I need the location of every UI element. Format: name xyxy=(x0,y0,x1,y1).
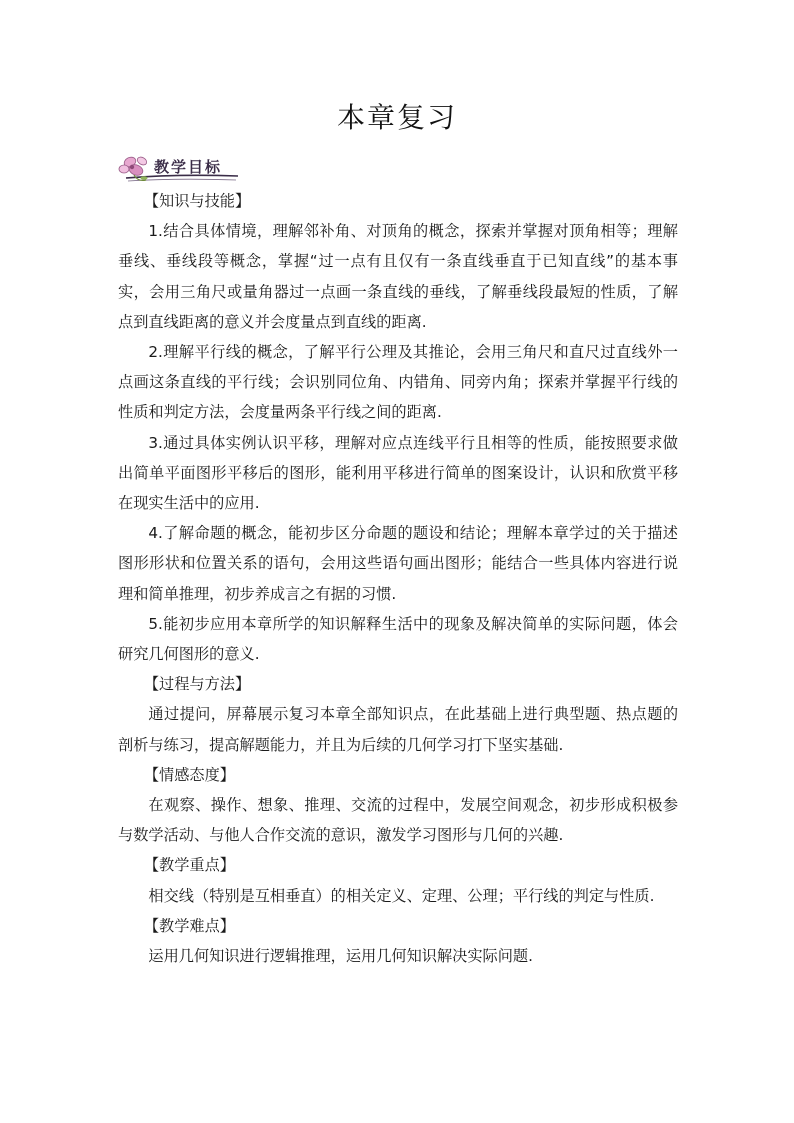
process-text: 通过提问，屏幕展示复习本章全部知识点，在此基础上进行典型题、热点题的剖析与练习，提高解题能力，并且为后续的几何学习打下坚实基础. xyxy=(118,705,678,754)
knowledge-item-1: 1.结合具体情境，理解邻补角、对顶角的概念，探索并掌握对顶角相等；理解垂线、垂线段等概念，掌握“过一点有且仅有一条直线垂直于已知直线”的基本事实，会用三角尺或量角器过一点画一条直线的垂线，了解垂线段最短的性质，了解点到直线距离的意义并会度量点到直线的距离. xyxy=(118,222,678,331)
section-heading-difficulties: 【教学难点】 xyxy=(143,916,235,935)
section-heading-process: 【过程与方法】 xyxy=(143,675,251,694)
knowledge-item-5: 5.能初步应用本章所学的知识解释生活中的现象及解决简单的实际问题，体会研究几何图形的意义. xyxy=(118,614,678,664)
attitude-text: 在观察、操作、想象、推理、交流的过程中，发展空间观念，初步形成积极参与数学活动、与他人合作交流的意识，激发学习图形与几何的兴趣. xyxy=(118,796,678,845)
page-title: 本章复习 xyxy=(336,101,457,134)
knowledge-item-2: 2.理解平行线的概念，了解平行公理及其推论，会用三角尺和直尺过直线外一点画这条直线的平行线；会识别同位角、内错角、同旁内角；探索并掌握平行线的性质和判定方法，会度量两条平行线之间的距离. xyxy=(118,343,678,422)
knowledge-item-4: 4.了解命题的概念，能初步区分命题的题设和结论；理解本章学过的关于描述图形形状和位置关系的语句，会用这些语句画出图形；能结合一些具体内容进行说理和简单推理，初步养成言之有据的习惯. xyxy=(118,524,678,603)
difficulties-text: 运用几何知识进行逻辑推理，运用几何知识解决实际问题. xyxy=(148,947,533,966)
content-body xyxy=(118,186,678,971)
teaching-goals-label: 教学目标 xyxy=(154,158,223,176)
section-heading-knowledge: 【知识与技能】 xyxy=(143,192,251,210)
key-points-text: 相交线（特别是互相垂直）的相关定义、定理、公理；平行线的判定与性质. xyxy=(148,886,655,905)
teaching-goals-banner xyxy=(116,150,240,190)
section-heading-key-points: 【教学重点】 xyxy=(143,856,235,875)
section-heading-attitude: 【情感态度】 xyxy=(143,765,235,784)
knowledge-item-3: 3.通过具体实例认识平移，理解对应点连线平行且相等的性质，能按照要求做出简单平面图形平移后的图形，能利用平移进行简单的图案设计，认识和欣赏平移在现实生活中的应用. xyxy=(118,433,678,513)
